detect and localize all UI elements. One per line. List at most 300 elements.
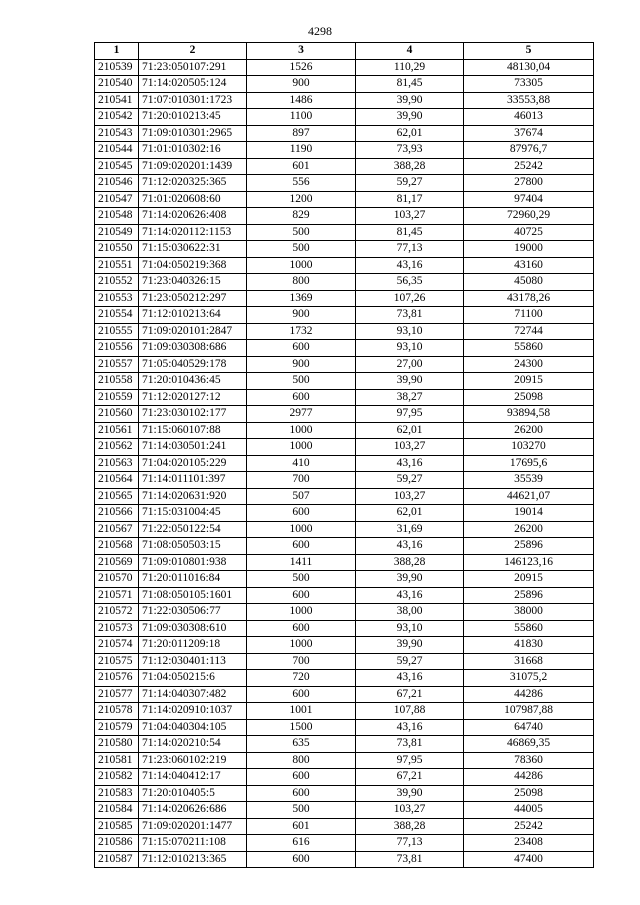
value-cell: 40725	[464, 224, 594, 241]
area-cell: 500	[247, 571, 356, 588]
rate-cell: 388,28	[356, 158, 464, 175]
cadastral-number-cell: 71:01:010302:16	[139, 142, 247, 159]
area-cell: 2977	[247, 406, 356, 423]
value-cell: 72744	[464, 323, 594, 340]
value-cell: 33553,88	[464, 92, 594, 109]
table-header-row	[95, 43, 594, 60]
table-row	[95, 356, 594, 373]
row-number-cell: 210557	[95, 356, 139, 373]
row-number-cell: 210581	[95, 752, 139, 769]
value-cell: 25242	[464, 158, 594, 175]
row-number-cell: 210555	[95, 323, 139, 340]
value-cell: 25896	[464, 538, 594, 555]
table-row	[95, 142, 594, 159]
value-cell: 64740	[464, 719, 594, 736]
area-cell: 829	[247, 208, 356, 225]
rate-cell: 67,21	[356, 769, 464, 786]
rate-cell: 93,10	[356, 340, 464, 357]
row-number-cell: 210546	[95, 175, 139, 192]
row-number-cell: 210568	[95, 538, 139, 555]
rate-cell: 97,95	[356, 406, 464, 423]
area-cell: 700	[247, 472, 356, 489]
area-cell: 1526	[247, 59, 356, 76]
value-cell: 26200	[464, 521, 594, 538]
table-row	[95, 109, 594, 126]
area-cell: 1000	[247, 439, 356, 456]
rate-cell: 31,69	[356, 521, 464, 538]
row-number-cell: 210551	[95, 257, 139, 274]
cadastral-number-cell: 71:08:050105:1601	[139, 587, 247, 604]
cadastral-number-cell: 71:20:010405:5	[139, 785, 247, 802]
rate-cell: 43,16	[356, 670, 464, 687]
rate-cell: 107,26	[356, 290, 464, 307]
cadastral-number-cell: 71:20:011209:18	[139, 637, 247, 654]
table-row	[95, 389, 594, 406]
row-number-cell: 210553	[95, 290, 139, 307]
rate-cell: 62,01	[356, 125, 464, 142]
area-cell: 556	[247, 175, 356, 192]
area-cell: 600	[247, 340, 356, 357]
row-number-cell: 210542	[95, 109, 139, 126]
cadastral-number-cell: 71:14:020626:686	[139, 802, 247, 819]
value-cell: 93894,58	[464, 406, 594, 423]
row-number-cell: 210544	[95, 142, 139, 159]
cadastral-number-cell: 71:20:010213:45	[139, 109, 247, 126]
rate-cell: 77,13	[356, 835, 464, 852]
table-row	[95, 785, 594, 802]
row-number-cell: 210572	[95, 604, 139, 621]
area-cell: 1000	[247, 422, 356, 439]
cadastral-number-cell: 71:12:010213:64	[139, 307, 247, 324]
table-row	[95, 818, 594, 835]
table-row	[95, 241, 594, 258]
table-row	[95, 340, 594, 357]
cadastral-number-cell: 71:14:020626:408	[139, 208, 247, 225]
cadastral-number-cell: 71:14:040307:482	[139, 686, 247, 703]
area-cell: 800	[247, 752, 356, 769]
area-cell: 500	[247, 224, 356, 241]
area-cell: 1000	[247, 257, 356, 274]
rate-cell: 38,00	[356, 604, 464, 621]
row-number-cell: 210548	[95, 208, 139, 225]
rate-cell: 81,17	[356, 191, 464, 208]
area-cell: 1369	[247, 290, 356, 307]
value-cell: 25098	[464, 389, 594, 406]
value-cell: 146123,16	[464, 554, 594, 571]
cadastral-number-cell: 71:09:020201:1439	[139, 158, 247, 175]
table-row	[95, 307, 594, 324]
row-number-cell: 210570	[95, 571, 139, 588]
value-cell: 55860	[464, 620, 594, 637]
table-row	[95, 472, 594, 489]
value-cell: 23408	[464, 835, 594, 852]
row-number-cell: 210585	[95, 818, 139, 835]
value-cell: 19014	[464, 505, 594, 522]
value-cell: 72960,29	[464, 208, 594, 225]
rate-cell: 388,28	[356, 818, 464, 835]
table-row	[95, 505, 594, 522]
area-cell: 600	[247, 769, 356, 786]
value-cell: 48130,04	[464, 59, 594, 76]
cadastral-number-cell: 71:23:030102:177	[139, 406, 247, 423]
value-cell: 47400	[464, 851, 594, 868]
cadastral-number-cell: 71:15:030622:31	[139, 241, 247, 258]
area-cell: 1732	[247, 323, 356, 340]
cadastral-number-cell: 71:23:040326:15	[139, 274, 247, 291]
row-number-cell: 210576	[95, 670, 139, 687]
area-cell: 601	[247, 818, 356, 835]
row-number-cell: 210569	[95, 554, 139, 571]
rate-cell: 107,88	[356, 703, 464, 720]
value-cell: 20915	[464, 571, 594, 588]
value-cell: 38000	[464, 604, 594, 621]
cadastral-number-cell: 71:12:010213:365	[139, 851, 247, 868]
value-cell: 107987,88	[464, 703, 594, 720]
column-header-2: 2	[139, 43, 247, 60]
rate-cell: 77,13	[356, 241, 464, 258]
rate-cell: 388,28	[356, 554, 464, 571]
table-row	[95, 571, 594, 588]
area-cell: 635	[247, 736, 356, 753]
rate-cell: 110,29	[356, 59, 464, 76]
area-cell: 1001	[247, 703, 356, 720]
cadastral-number-cell: 71:14:020631:920	[139, 488, 247, 505]
area-cell: 500	[247, 802, 356, 819]
row-number-cell: 210539	[95, 59, 139, 76]
cadastral-number-cell: 71:05:040529:178	[139, 356, 247, 373]
row-number-cell: 210567	[95, 521, 139, 538]
cadastral-number-cell: 71:23:060102:219	[139, 752, 247, 769]
cadastral-number-cell: 71:12:020127:12	[139, 389, 247, 406]
area-cell: 1000	[247, 604, 356, 621]
row-number-cell: 210561	[95, 422, 139, 439]
value-cell: 31075,2	[464, 670, 594, 687]
row-number-cell: 210565	[95, 488, 139, 505]
row-number-cell: 210587	[95, 851, 139, 868]
rate-cell: 73,81	[356, 736, 464, 753]
row-number-cell: 210556	[95, 340, 139, 357]
value-cell: 25098	[464, 785, 594, 802]
column-header-5: 5	[464, 43, 594, 60]
area-cell: 1486	[247, 92, 356, 109]
cadastral-number-cell: 71:14:020112:1153	[139, 224, 247, 241]
table-row	[95, 488, 594, 505]
rate-cell: 39,90	[356, 571, 464, 588]
row-number-cell: 210543	[95, 125, 139, 142]
table-row	[95, 59, 594, 76]
rate-cell: 62,01	[356, 505, 464, 522]
value-cell: 43178,26	[464, 290, 594, 307]
column-header-1: 1	[95, 43, 139, 60]
cadastral-number-cell: 71:20:011016:84	[139, 571, 247, 588]
rate-cell: 38,27	[356, 389, 464, 406]
table-row	[95, 224, 594, 241]
value-cell: 41830	[464, 637, 594, 654]
value-cell: 35539	[464, 472, 594, 489]
area-cell: 900	[247, 76, 356, 93]
area-cell: 897	[247, 125, 356, 142]
rate-cell: 73,93	[356, 142, 464, 159]
value-cell: 25896	[464, 587, 594, 604]
rate-cell: 39,90	[356, 637, 464, 654]
table-row	[95, 125, 594, 142]
value-cell: 97404	[464, 191, 594, 208]
row-number-cell: 210564	[95, 472, 139, 489]
value-cell: 46869,35	[464, 736, 594, 753]
table-body	[95, 59, 594, 868]
rate-cell: 73,81	[356, 307, 464, 324]
row-number-cell: 210577	[95, 686, 139, 703]
cadastral-number-cell: 71:20:010436:45	[139, 373, 247, 390]
table-row	[95, 274, 594, 291]
rate-cell: 43,16	[356, 587, 464, 604]
area-cell: 900	[247, 307, 356, 324]
value-cell: 44005	[464, 802, 594, 819]
table-row	[95, 455, 594, 472]
cadastral-number-cell: 71:14:020210:54	[139, 736, 247, 753]
rate-cell: 103,27	[356, 439, 464, 456]
table-row	[95, 653, 594, 670]
cadastral-number-cell: 71:23:050212:297	[139, 290, 247, 307]
rate-cell: 97,95	[356, 752, 464, 769]
row-number-cell: 210582	[95, 769, 139, 786]
value-cell: 78360	[464, 752, 594, 769]
rate-cell: 93,10	[356, 323, 464, 340]
row-number-cell: 210560	[95, 406, 139, 423]
cadastral-number-cell: 71:04:050219:368	[139, 257, 247, 274]
table-row	[95, 769, 594, 786]
rate-cell: 103,27	[356, 208, 464, 225]
value-cell: 19000	[464, 241, 594, 258]
table-row	[95, 290, 594, 307]
rate-cell: 59,27	[356, 472, 464, 489]
rate-cell: 39,90	[356, 785, 464, 802]
cadastral-number-cell: 71:23:050107:291	[139, 59, 247, 76]
cadastral-number-cell: 71:04:050215:6	[139, 670, 247, 687]
cadastral-number-cell: 71:22:030506:77	[139, 604, 247, 621]
area-cell: 1000	[247, 521, 356, 538]
table-row	[95, 323, 594, 340]
value-cell: 46013	[464, 109, 594, 126]
row-number-cell: 210563	[95, 455, 139, 472]
rate-cell: 39,90	[356, 109, 464, 126]
table-row	[95, 719, 594, 736]
rate-cell: 39,90	[356, 373, 464, 390]
rate-cell: 81,45	[356, 76, 464, 93]
row-number-cell: 210540	[95, 76, 139, 93]
rate-cell: 59,27	[356, 653, 464, 670]
cadastral-number-cell: 71:08:050503:15	[139, 538, 247, 555]
row-number-cell: 210580	[95, 736, 139, 753]
value-cell: 24300	[464, 356, 594, 373]
area-cell: 600	[247, 505, 356, 522]
row-number-cell: 210562	[95, 439, 139, 456]
value-cell: 25242	[464, 818, 594, 835]
value-cell: 31668	[464, 653, 594, 670]
cadastral-number-cell: 71:14:020505:124	[139, 76, 247, 93]
value-cell: 55860	[464, 340, 594, 357]
area-cell: 600	[247, 620, 356, 637]
rate-cell: 43,16	[356, 719, 464, 736]
row-number-cell: 210579	[95, 719, 139, 736]
value-cell: 73305	[464, 76, 594, 93]
table-row	[95, 703, 594, 720]
area-cell: 720	[247, 670, 356, 687]
value-cell: 17695,6	[464, 455, 594, 472]
value-cell: 103270	[464, 439, 594, 456]
cadastral-number-cell: 71:22:050122:54	[139, 521, 247, 538]
row-number-cell: 210541	[95, 92, 139, 109]
value-cell: 43160	[464, 257, 594, 274]
table-row	[95, 92, 594, 109]
cadastral-number-cell: 71:09:010301:2965	[139, 125, 247, 142]
rate-cell: 103,27	[356, 802, 464, 819]
table-row	[95, 158, 594, 175]
area-cell: 600	[247, 587, 356, 604]
table-row	[95, 736, 594, 753]
table-row	[95, 76, 594, 93]
cadastral-number-cell: 71:15:070211:108	[139, 835, 247, 852]
cadastral-number-cell: 71:14:020910:1037	[139, 703, 247, 720]
table-row	[95, 752, 594, 769]
row-number-cell: 210571	[95, 587, 139, 604]
row-number-cell: 210552	[95, 274, 139, 291]
value-cell: 44621,07	[464, 488, 594, 505]
row-number-cell: 210550	[95, 241, 139, 258]
row-number-cell: 210584	[95, 802, 139, 819]
area-cell: 500	[247, 241, 356, 258]
area-cell: 700	[247, 653, 356, 670]
area-cell: 616	[247, 835, 356, 852]
row-number-cell: 210578	[95, 703, 139, 720]
value-cell: 27800	[464, 175, 594, 192]
rate-cell: 27,00	[356, 356, 464, 373]
cadastral-number-cell: 71:12:030401:113	[139, 653, 247, 670]
area-cell: 600	[247, 389, 356, 406]
table-row	[95, 802, 594, 819]
cadastral-number-cell: 71:01:020608:60	[139, 191, 247, 208]
rate-cell: 73,81	[356, 851, 464, 868]
area-cell: 900	[247, 356, 356, 373]
table-row	[95, 587, 594, 604]
cadastral-number-cell: 71:14:040412:17	[139, 769, 247, 786]
table-row	[95, 175, 594, 192]
rate-cell: 93,10	[356, 620, 464, 637]
row-number-cell: 210573	[95, 620, 139, 637]
rate-cell: 56,35	[356, 274, 464, 291]
area-cell: 600	[247, 538, 356, 555]
column-header-4: 4	[356, 43, 464, 60]
cadastral-number-cell: 71:09:020101:2847	[139, 323, 247, 340]
rate-cell: 39,90	[356, 92, 464, 109]
area-cell: 1000	[247, 637, 356, 654]
value-cell: 37674	[464, 125, 594, 142]
value-cell: 87976,7	[464, 142, 594, 159]
value-cell: 20915	[464, 373, 594, 390]
row-number-cell: 210566	[95, 505, 139, 522]
row-number-cell: 210549	[95, 224, 139, 241]
cadastral-number-cell: 71:14:011101:397	[139, 472, 247, 489]
cadastral-number-cell: 71:07:010301:1723	[139, 92, 247, 109]
cadastral-number-cell: 71:15:060107:88	[139, 422, 247, 439]
cadastral-number-cell: 71:14:030501:241	[139, 439, 247, 456]
table-row	[95, 257, 594, 274]
table-row	[95, 208, 594, 225]
row-number-cell: 210545	[95, 158, 139, 175]
area-cell: 800	[247, 274, 356, 291]
cadastral-number-cell: 71:09:020201:1477	[139, 818, 247, 835]
area-cell: 600	[247, 785, 356, 802]
area-cell: 601	[247, 158, 356, 175]
area-cell: 1190	[247, 142, 356, 159]
area-cell: 1411	[247, 554, 356, 571]
rate-cell: 67,21	[356, 686, 464, 703]
rate-cell: 43,16	[356, 538, 464, 555]
row-number-cell: 210554	[95, 307, 139, 324]
page-number: 4298	[308, 24, 332, 38]
table-row	[95, 604, 594, 621]
cadastral-number-cell: 71:09:030308:686	[139, 340, 247, 357]
cadastral-number-cell: 71:09:010801:938	[139, 554, 247, 571]
table-row	[95, 835, 594, 852]
table-row	[95, 851, 594, 868]
table-row	[95, 422, 594, 439]
data-table	[94, 42, 594, 868]
cadastral-number-cell: 71:15:031004:45	[139, 505, 247, 522]
rate-cell: 103,27	[356, 488, 464, 505]
row-number-cell: 210559	[95, 389, 139, 406]
table-row	[95, 637, 594, 654]
area-cell: 1100	[247, 109, 356, 126]
rate-cell: 43,16	[356, 455, 464, 472]
area-cell: 1200	[247, 191, 356, 208]
area-cell: 600	[247, 686, 356, 703]
table-row	[95, 406, 594, 423]
cadastral-number-cell: 71:12:020325:365	[139, 175, 247, 192]
row-number-cell: 210586	[95, 835, 139, 852]
area-cell: 1500	[247, 719, 356, 736]
table-row	[95, 620, 594, 637]
area-cell: 410	[247, 455, 356, 472]
area-cell: 500	[247, 373, 356, 390]
table-row	[95, 538, 594, 555]
row-number-cell: 210583	[95, 785, 139, 802]
area-cell: 507	[247, 488, 356, 505]
rate-cell: 62,01	[356, 422, 464, 439]
cadastral-number-cell: 71:04:040304:105	[139, 719, 247, 736]
table-row	[95, 373, 594, 390]
row-number-cell: 210558	[95, 373, 139, 390]
value-cell: 44286	[464, 686, 594, 703]
rate-cell: 43,16	[356, 257, 464, 274]
cadastral-number-cell: 71:09:030308:610	[139, 620, 247, 637]
column-header-3: 3	[247, 43, 356, 60]
table-row	[95, 686, 594, 703]
rate-cell: 81,45	[356, 224, 464, 241]
rate-cell: 59,27	[356, 175, 464, 192]
value-cell: 45080	[464, 274, 594, 291]
table-row	[95, 670, 594, 687]
table-row	[95, 191, 594, 208]
table-row	[95, 439, 594, 456]
row-number-cell: 210547	[95, 191, 139, 208]
row-number-cell: 210574	[95, 637, 139, 654]
table-row	[95, 554, 594, 571]
area-cell: 600	[247, 851, 356, 868]
value-cell: 44286	[464, 769, 594, 786]
value-cell: 26200	[464, 422, 594, 439]
row-number-cell: 210575	[95, 653, 139, 670]
